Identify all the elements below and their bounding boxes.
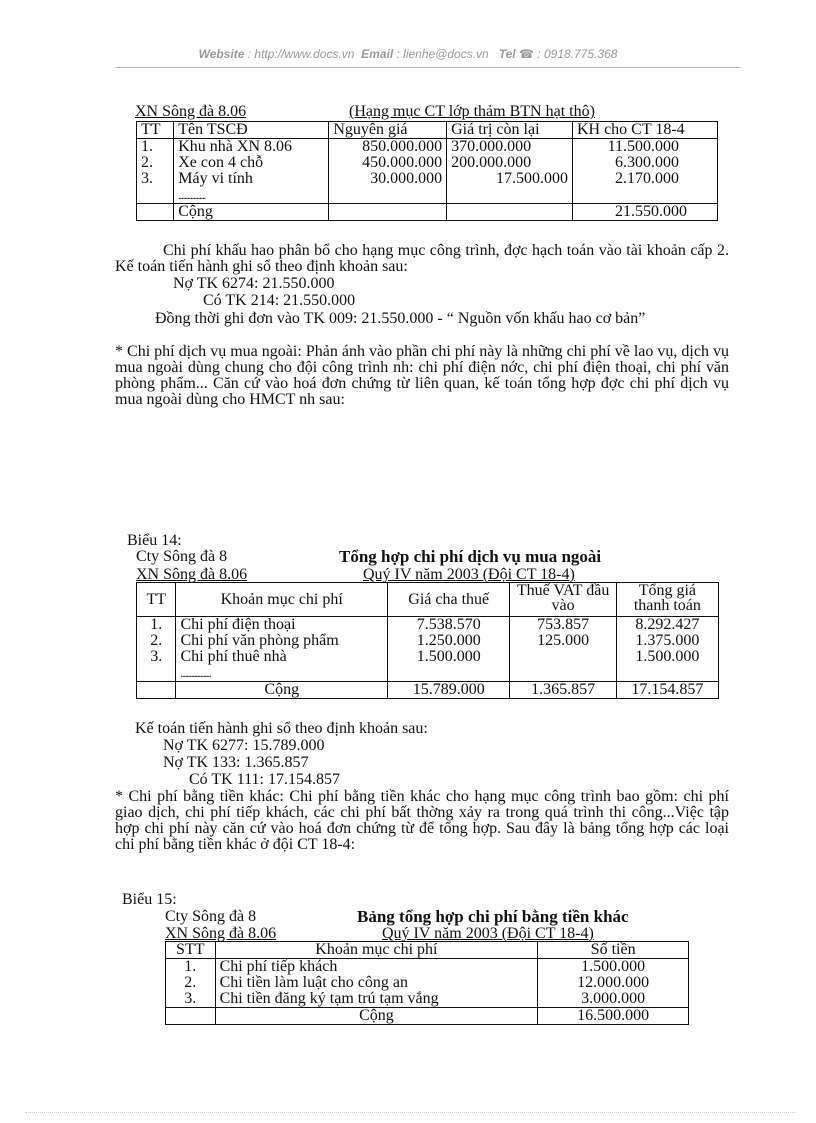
- cell: 30.000.000: [329, 171, 447, 187]
- table-header-row: [137, 583, 719, 617]
- cell: [388, 665, 510, 682]
- cell: 753.857: [510, 617, 616, 634]
- total-row: [137, 682, 719, 699]
- period: Quý IV năm 2003 (Đội CT 18-4): [382, 925, 594, 942]
- table-row: [166, 975, 689, 991]
- table-header-row: [137, 122, 718, 139]
- journal-intro: Kế toán tiến hành ghi sổ theo định khoản sau:: [135, 720, 428, 737]
- cell: [137, 682, 176, 699]
- form-label: Biểu 15:: [122, 891, 177, 908]
- outsourced-services-table: [136, 582, 719, 699]
- col-header: Tên TSCĐ: [174, 122, 329, 139]
- cell: [572, 187, 717, 204]
- cell: 125.000: [510, 633, 616, 649]
- table-row: [166, 959, 689, 976]
- table-title: Tổng hợp chi phí dịch vụ mua ngoài: [339, 547, 602, 566]
- form-label: Biểu 14:: [127, 532, 182, 549]
- col-header: Khoản mục chi phí: [215, 942, 538, 959]
- period: Quý IV năm 2003 (Đội CT 18-4): [363, 566, 575, 583]
- cell: Chi phí tiếp khách: [215, 959, 538, 976]
- cell: 17.500.000: [447, 171, 573, 187]
- cell: [176, 665, 388, 682]
- cell: 11.500.000: [572, 139, 717, 156]
- journal-debit: Nợ TK 6277: 15.789.000: [163, 737, 325, 754]
- cell: 7.538.570: [388, 617, 510, 634]
- total-value: 16.500.000: [538, 1008, 689, 1025]
- table-row: [166, 991, 689, 1008]
- asset-depreciation-table: [136, 121, 718, 221]
- cell: [616, 665, 718, 682]
- email-value[interactable]: : lienhe@docs.vn: [396, 47, 489, 61]
- page-header: [0, 47, 816, 61]
- total-vat: 1.365.857: [510, 682, 616, 699]
- col-header: Thuế VAT đầu vào: [510, 583, 616, 617]
- cell: [137, 187, 174, 204]
- cell: Chi tiền làm luật cho công an: [215, 975, 538, 991]
- cell: 3.000.000: [538, 991, 689, 1008]
- cell: 2.: [137, 155, 174, 171]
- table-row: [137, 617, 719, 634]
- cell: [510, 649, 616, 665]
- website-value[interactable]: : http://www.docs.vn: [247, 47, 355, 61]
- table-row: [137, 665, 719, 682]
- cell: Chi phí thuê nhà: [176, 649, 388, 665]
- cell: Chi phí điện thoại: [176, 617, 388, 634]
- cell: [447, 187, 573, 204]
- table-title: Bảng tổng hợp chi phí bằng tiền khác: [357, 907, 629, 926]
- cell: [166, 1008, 216, 1025]
- total-value: 21.550.000: [572, 204, 717, 221]
- table-row: [137, 649, 719, 665]
- cell: Khu nhà XN 8.06: [174, 139, 329, 156]
- cell: 2.: [166, 975, 216, 991]
- unit-name: XN Sông đà 8.06: [165, 925, 277, 942]
- cell: 2.170.000: [572, 171, 717, 187]
- cell: [510, 665, 616, 682]
- table-row: [137, 187, 718, 204]
- cell: Máy vi tính: [174, 171, 329, 187]
- cell: 1.500.000: [616, 649, 718, 665]
- cell: 370.000.000: [447, 139, 573, 156]
- cell: 1.: [137, 617, 176, 634]
- paragraph: Đồng thời ghi đơn vào TK 009: 21.550.000 - “ Nguồn vốn khấu hao cơ bản”: [155, 310, 646, 327]
- phone-icon: ☎: [519, 47, 534, 61]
- cell: [137, 665, 176, 682]
- unit-name: XN Sông đà 8.06: [136, 566, 248, 583]
- col-header: Tổng giá thanh toán: [616, 583, 718, 617]
- website-label: Website: [198, 47, 245, 61]
- paragraph: * Chi phí bằng tiền khác: Chi phí bằng tiền khác cho hạng mục công trình bao gồm: chi phí giao dịch, chi phí tiếp khách, các chi phí bất thờng xảy ra trong quá trình thi công...Việc tập hợp chi phí này căn cứ vào hoá đơn chứng từ để tổng hợp. Sau đây là bảng tổng hợp các loại chi phí bằng tiền khác ở đội CT 18-4:: [115, 788, 729, 853]
- col-header: Nguyên giá: [329, 122, 447, 139]
- col-header: TT: [137, 122, 174, 139]
- table1-caption: (Hạng mục CT lớp thảm BTN hạt thô): [349, 103, 595, 120]
- cell: 1.: [166, 959, 216, 976]
- paragraph: Chi phí khấu hao phân bổ cho hạng mục công trình, đợc hạch toán vào tài khoản cấp 2. Kế toán tiến hành ghi sổ theo định khoản sau:: [115, 242, 729, 275]
- cell: [329, 187, 447, 204]
- ellipsis-dots: ....................: [180, 669, 211, 680]
- cell: 6.300.000: [572, 155, 717, 171]
- cell: 1.375.000: [616, 633, 718, 649]
- table-row: [137, 633, 719, 649]
- cell: [447, 204, 573, 221]
- cell: 1.500.000: [538, 959, 689, 976]
- col-header: TT: [137, 583, 176, 617]
- table-row: [137, 155, 718, 171]
- col-header: Khoản mục chi phí: [176, 583, 388, 617]
- cell: 1.: [137, 139, 174, 156]
- cell: Xe con 4 chỗ: [174, 155, 329, 171]
- total-label: Cộng: [174, 204, 329, 221]
- table-row: [137, 171, 718, 187]
- total-label: Cộng: [176, 682, 388, 699]
- company-name: Cty Sông đà 8: [165, 908, 257, 925]
- cell: 200.000.000: [447, 155, 573, 171]
- journal-credit: Có TK 111: 17.154.857: [189, 771, 340, 788]
- company-name: Cty Sông đà 8: [136, 548, 228, 565]
- col-header: Số tiền: [538, 942, 689, 959]
- cell: 2.: [137, 633, 176, 649]
- cell: Chi phí văn phòng phẩm: [176, 633, 388, 649]
- journal-debit: Nợ TK 6274: 21.550.000: [173, 275, 335, 292]
- cell: 1.250.000: [388, 633, 510, 649]
- cell: 3.: [137, 171, 174, 187]
- total-pretax: 15.789.000: [388, 682, 510, 699]
- cell: 1.500.000: [388, 649, 510, 665]
- email-label: Email: [361, 47, 394, 61]
- total-row: [166, 1008, 689, 1025]
- cell: [329, 204, 447, 221]
- table-header-row: [166, 942, 689, 959]
- journal-credit: Có TK 214: 21.550.000: [203, 292, 356, 309]
- cell: 3.: [166, 991, 216, 1008]
- total-row: [137, 204, 718, 221]
- cell: [174, 187, 329, 204]
- cell: 850.000.000: [329, 139, 447, 156]
- table-row: [137, 139, 718, 156]
- journal-debit: Nợ TK 133: 1.365.857: [163, 754, 309, 771]
- other-cash-expenses-table: [165, 941, 689, 1025]
- col-header: STT: [166, 942, 216, 959]
- col-header: KH cho CT 18-4: [572, 122, 717, 139]
- cell: 3.: [137, 649, 176, 665]
- paragraph: * Chi phí dịch vụ mua ngoài: Phản ánh vào phần chi phí này là những chi phí về lao vụ, dịch vụ mua ngoài dùng chung cho đội công trình nh: chi phí điện nớc, chi phí điện thoại, chi phí văn phòng phẩm... Căn cứ vào hoá đơn chứng từ liên quan, kế toán tổng hợp đợc chi phí dịch vụ mua ngoài dùng cho HMCT nh sau:: [115, 343, 729, 408]
- total-sum: 17.154.857: [616, 682, 718, 699]
- total-label: Cộng: [215, 1008, 538, 1025]
- tel-value: : 0918.775.368: [537, 47, 618, 61]
- table1-unit: XN Sông đà 8.06: [135, 103, 247, 120]
- footer-divider: [25, 1112, 795, 1113]
- cell: 8.292.427: [616, 617, 718, 634]
- ellipsis-dots: ..................: [178, 191, 206, 202]
- cell: Chi tiền đăng ký tạm trú tạm vắng: [215, 991, 538, 1008]
- cell: 450.000.000: [329, 155, 447, 171]
- header-divider: [115, 67, 741, 68]
- cell: 12.000.000: [538, 975, 689, 991]
- col-header: Giá cha thuế: [388, 583, 510, 617]
- col-header: Giá trị còn lại: [447, 122, 573, 139]
- tel-label: Tel: [498, 47, 516, 61]
- cell: [137, 204, 174, 221]
